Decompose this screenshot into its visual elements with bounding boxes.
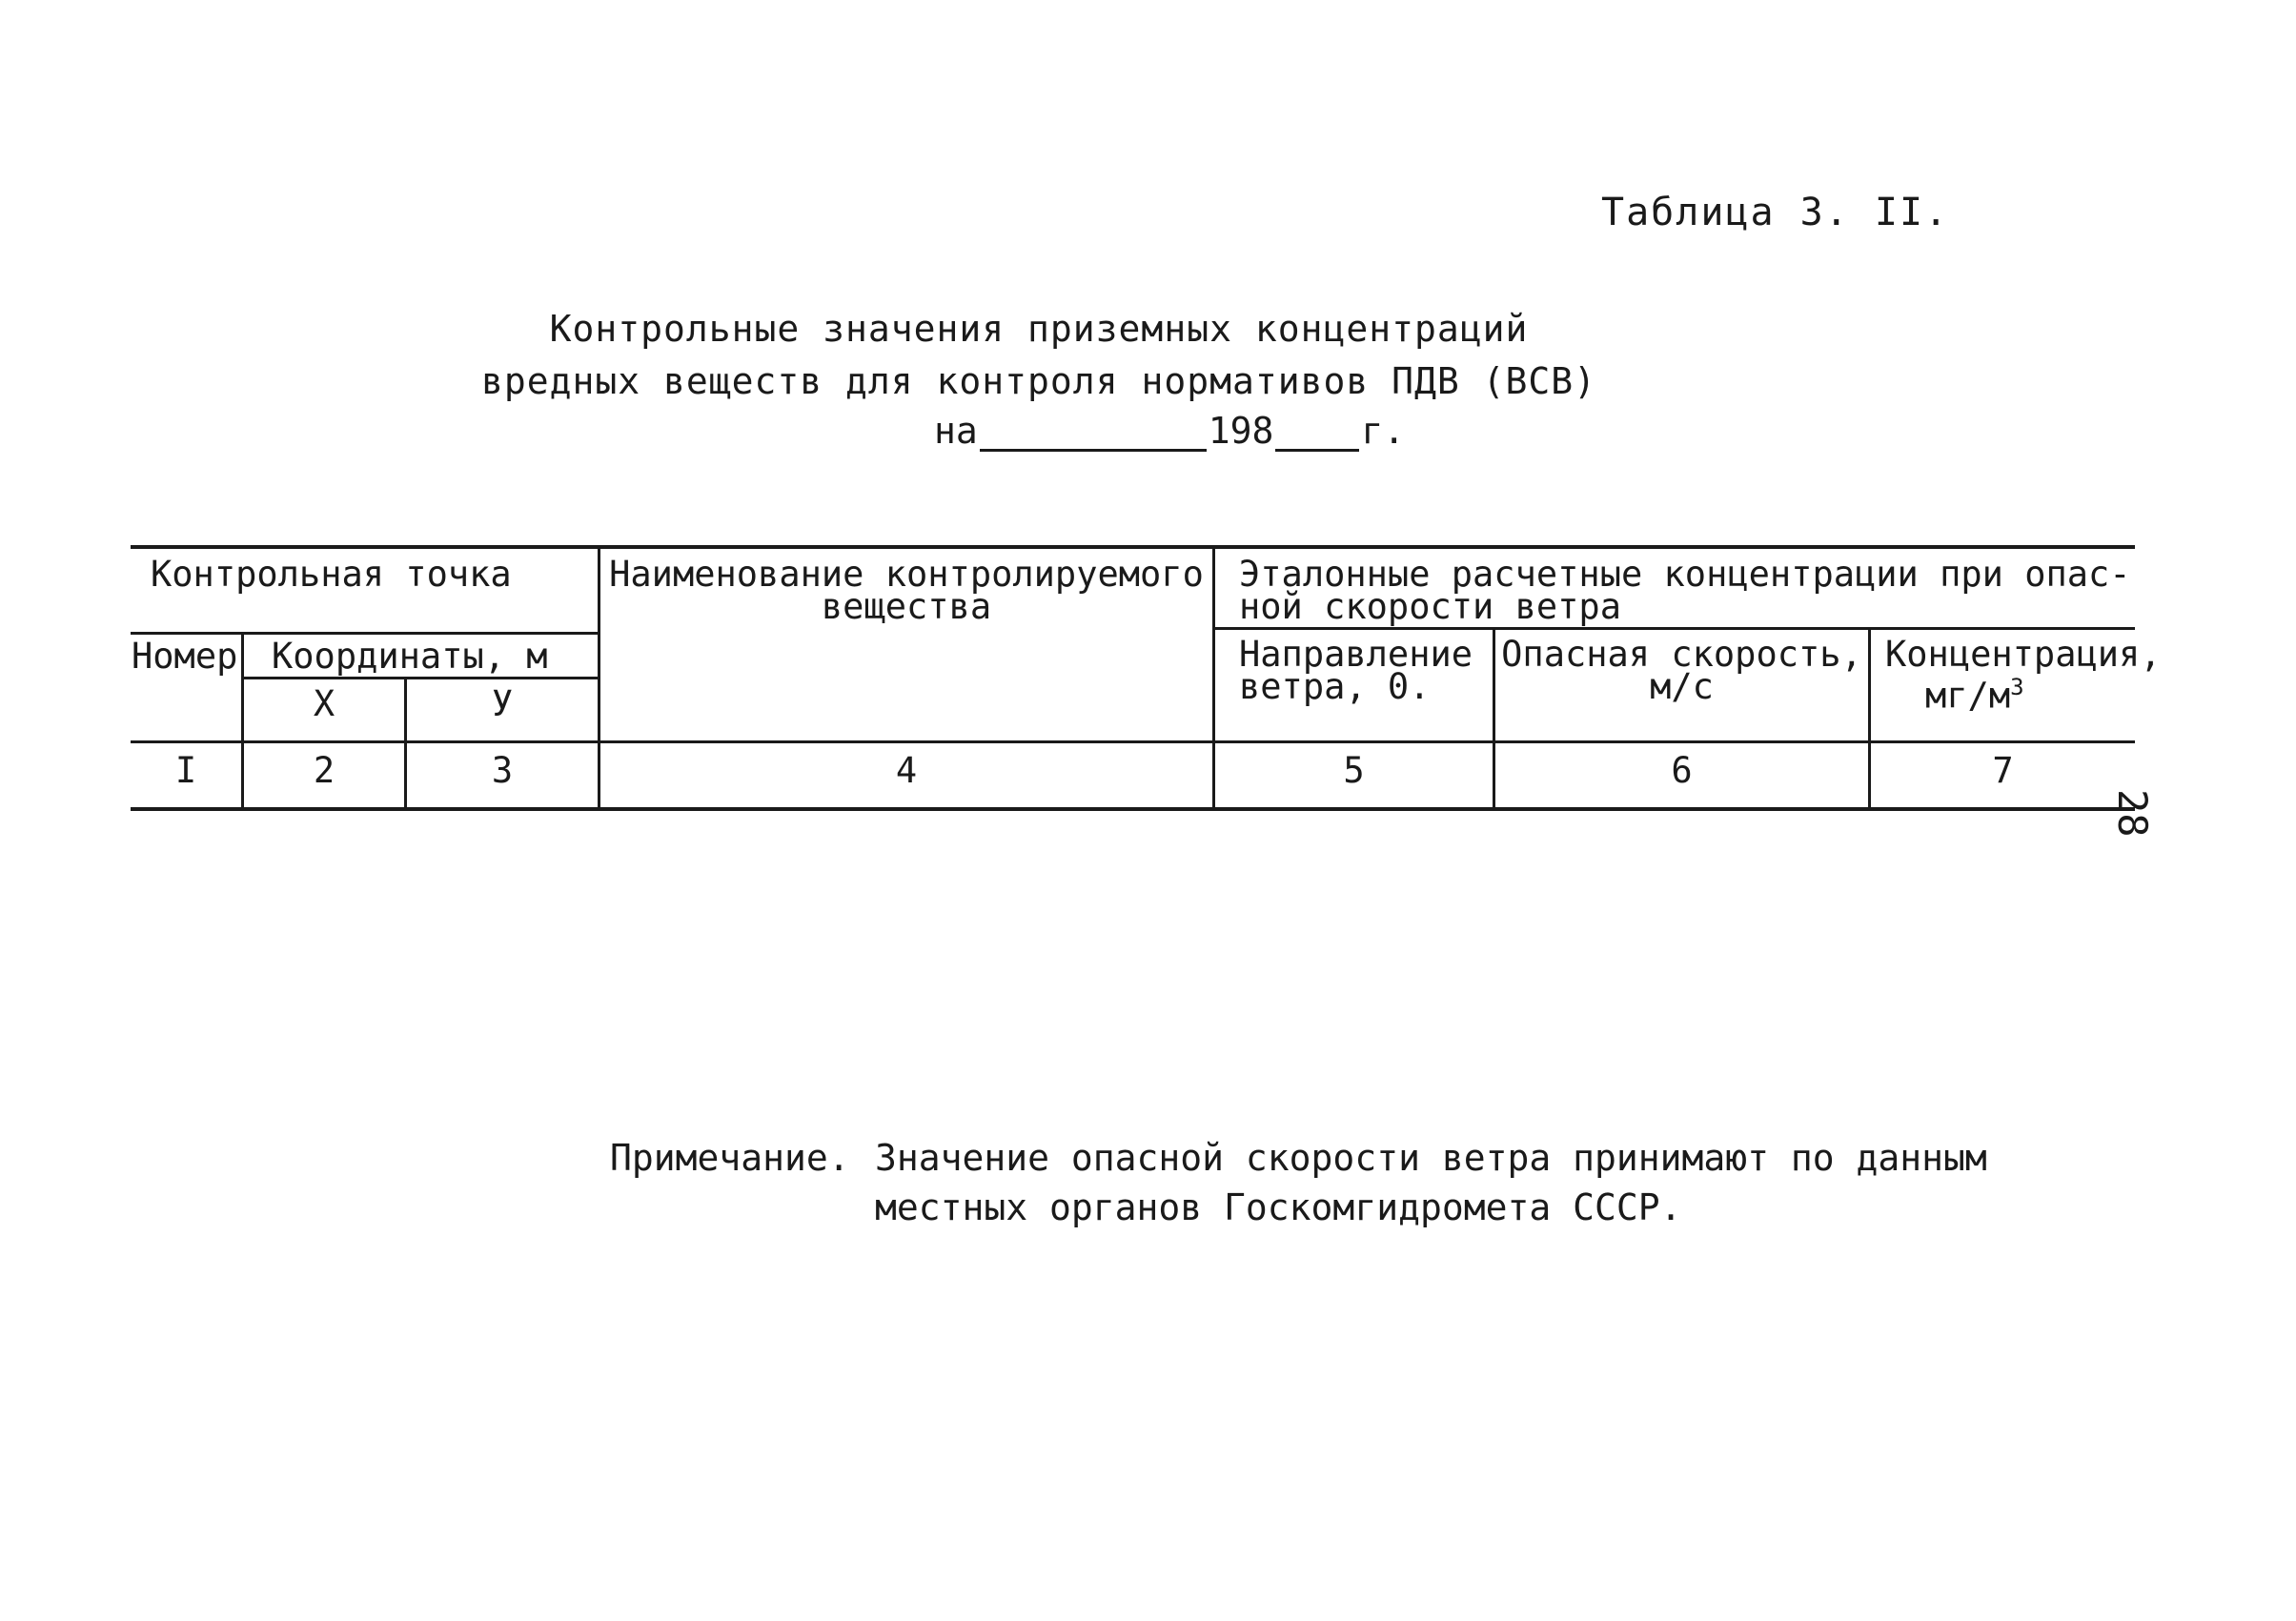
header-bottom-border: [131, 740, 2135, 743]
title-line-2: вредных веществ для контроля нормативов ПДВ (ВСВ): [480, 360, 1597, 402]
column-number-1: I: [174, 750, 197, 791]
year-blank: [1275, 413, 1359, 452]
header-speed-line2: м/с: [1650, 666, 1714, 707]
header-direction-line1: Направление: [1239, 634, 1473, 675]
header-direction-line2: ветра, 0.: [1239, 666, 1431, 707]
column-number-2: 2: [313, 750, 335, 791]
title-prefix: на: [934, 410, 978, 452]
column-number-3: 3: [491, 750, 514, 791]
header-control-point: Контрольная точка: [151, 554, 512, 595]
note-label: Примечание.: [610, 1137, 850, 1179]
title-suffix: г.: [1361, 410, 1406, 452]
group1-header-divider: [131, 632, 598, 635]
concentration-unit: мг/м: [1925, 675, 2011, 717]
table-label: Таблица 3. II.: [1601, 191, 1950, 234]
header-substance-line1: Наименование контролируемого: [609, 554, 1204, 595]
column-number-5: 5: [1343, 750, 1365, 791]
note-line-2: местных органов Госкомгидромета СССР.: [875, 1186, 1682, 1228]
header-reference-line1: Эталонные расчетные концентрации при опас-: [1239, 554, 2131, 595]
header-reference-line2: ной скорости ветра: [1239, 586, 1621, 627]
header-concentration-line1: Концентрация,: [1885, 634, 2162, 675]
header-y: У: [491, 683, 514, 724]
date-blank: [980, 413, 1207, 452]
concentration-unit-power: 3: [2010, 674, 2024, 700]
header-number: Номер: [132, 636, 238, 677]
title-line-1: Контрольные значения приземных концентраций: [549, 308, 1529, 350]
table-top-border: [131, 545, 2135, 549]
header-x: Х: [313, 683, 335, 724]
note-line-1: Значение опасной скорости ветра принимают по данным: [875, 1137, 1987, 1179]
header-substance-line2: вещества: [821, 586, 992, 627]
column-number-6: 6: [1671, 750, 1693, 791]
header-speed-line1: Опасная скорость,: [1501, 634, 1862, 675]
column-number-4: 4: [895, 750, 918, 791]
title-line-3: [934, 410, 1405, 452]
header-coordinates: Координаты, м: [272, 636, 548, 677]
title-year: 198: [1208, 410, 1274, 452]
column-number-7: 7: [1992, 750, 2014, 791]
table-bottom-border: [131, 807, 2135, 811]
header-concentration-line2: [1925, 671, 2024, 717]
page-number: 28: [2109, 789, 2156, 838]
coords-divider: [244, 677, 598, 679]
group2-header-divider: [1212, 627, 2135, 630]
